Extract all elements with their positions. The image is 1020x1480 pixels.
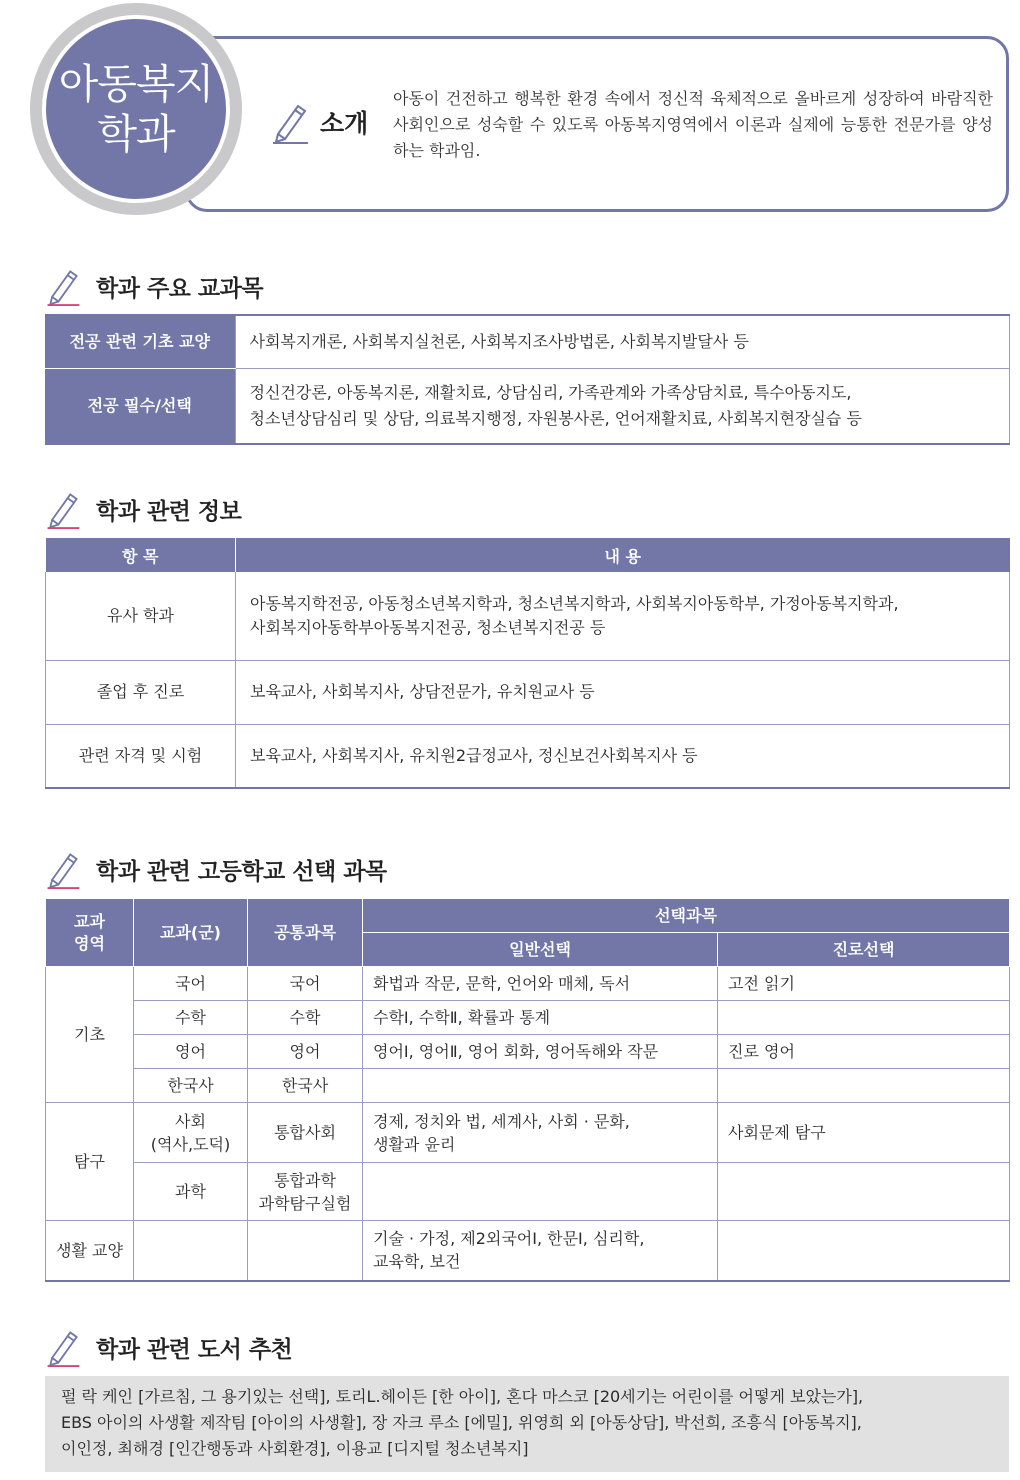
general-cell: 수학Ⅰ, 수학Ⅱ, 확률과 통계 [363,1001,718,1035]
general-cell [363,1163,718,1221]
header-elective: 선택과목 [363,899,1010,933]
common-cell: 수학 [248,1001,363,1035]
general-cell [363,1069,718,1103]
pencil-icon [44,489,82,529]
group-cell: 국어 [134,967,248,1001]
row-label: 전공 관련 기초 교양 [45,315,235,368]
group-cell: 한국사 [134,1069,248,1103]
header-general: 일반선택 [363,933,718,967]
general-line: 생활과 윤리 [373,1134,456,1154]
value-line: 청소년상담심리 및 상담, 의료복지행정, 자원봉사론, 언어재활치료, 사회복지현장실습 등 [249,408,862,428]
general-line: 교육학, 보건 [373,1252,461,1272]
group-line: (역사,도덕) [150,1134,231,1154]
career-cell [718,1001,1010,1035]
row-value [235,368,1009,444]
common-cell [248,1163,363,1221]
career-cell: 사회문제 탐구 [718,1103,1010,1163]
area-cell: 탐구 [46,1103,134,1221]
common-line: 통합과학 [274,1170,336,1190]
general-line: 기술 · 가정, 제2외국어Ⅰ, 한문Ⅰ, 심리학, [373,1229,645,1249]
highschool-table [45,898,1010,1282]
column-header-item: 항 목 [46,538,236,572]
pencil-icon [44,849,82,889]
info-item: 관련 자격 및 시험 [46,724,236,788]
header-area-line: 교과 [74,911,105,931]
common-line: 과학탐구실험 [258,1193,352,1213]
group-cell [134,1221,248,1281]
book-line: 이인정, 최해경 [인간행동과 사회환경], 이용교 [디지털 청소년복지] [61,1439,529,1458]
common-cell: 영어 [248,1035,363,1069]
value-line: 아동복지학전공, 아동청소년복지학과, 청소년복지학과, 사회복지아동학부, 가정아동복지학과, [250,593,899,613]
badge-line-1: 아동복지 [58,60,214,108]
header-group: 교과(군) [134,899,248,967]
table-row [45,368,1009,444]
area-cell: 생활 교양 [46,1221,134,1281]
common-cell [248,1221,363,1281]
info-value: 보육교사, 사회복지사, 유치원2급정교사, 정신보건사회복지사 등 [236,724,1010,788]
column-header-content: 내 용 [236,538,1010,572]
info-heading [44,489,241,529]
intro-label-text: 소개 [320,109,369,138]
common-cell: 국어 [248,967,363,1001]
career-cell: 진로 영어 [718,1035,1010,1069]
intro-label [270,100,368,144]
table-row [46,660,1010,724]
general-cell: 영어Ⅰ, 영어Ⅱ, 영어 회화, 영어독해와 작문 [363,1035,718,1069]
group-cell: 수학 [134,1001,248,1035]
group-cell [134,1103,248,1163]
table-row [46,572,1010,660]
group-cell: 과학 [134,1163,248,1221]
table-row [46,1221,1010,1281]
table-row [46,1001,1010,1035]
book-line: EBS 아이의 사생활 제작팀 [아이의 사생활], 장 자크 루소 [에밀], 위영희 외 [아동상담], 박선희, 조흥식 [아동복지], [61,1413,862,1432]
table-row [46,1035,1010,1069]
header-common: 공통과목 [248,899,363,967]
common-cell: 한국사 [248,1069,363,1103]
value-line: 정신건강론, 아동복지론, 재활치료, 상담심리, 가족관계와 가족상담치료, 특수아동지도, [249,382,852,402]
book-line: 펄 락 케인 [가르침, 그 용기있는 선택], 토리L.헤이든 [한 아이], 혼다 마스코 [20세기는 어린이를 어떻게 보았는가], [61,1387,864,1406]
courses-table [45,314,1010,445]
general-cell: 화법과 작문, 문학, 언어와 매체, 독서 [363,967,718,1001]
header-career: 진로선택 [718,933,1010,967]
header-area-line: 영역 [74,933,105,953]
books-title: 학과 관련 도서 추천 [96,1336,293,1363]
career-cell [718,1163,1010,1221]
info-value [236,572,1010,660]
table-row [46,967,1010,1001]
table-row [45,315,1009,368]
table-row [46,1069,1010,1103]
pencil-icon [44,1327,82,1367]
value-line: 사회복지아동학부아동복지전공, 청소년복지전공 등 [250,617,606,637]
general-cell [363,1221,718,1281]
general-line: 경제, 정치와 법, 세계사, 사회 · 문화, [373,1111,630,1131]
department-badge [42,15,230,203]
info-title: 학과 관련 정보 [96,498,242,525]
books-heading [44,1327,292,1367]
row-label: 전공 필수/선택 [45,368,235,444]
intro-text: 아동이 건전하고 행복한 환경 속에서 정신적 육체적으로 올바르게 성장하여 바람직한 사회인으로 성숙할 수 있도록 아동복지영역에서 이론과 실제에 능통한 전문가를 양성하는 학과임. [393,89,993,160]
group-cell: 영어 [134,1035,248,1069]
table-row [46,1163,1010,1221]
area-cell: 기초 [46,967,134,1103]
pencil-icon [44,266,82,306]
table-row [46,724,1010,788]
table-header-row [46,899,1010,933]
books-box [45,1376,1009,1472]
info-value: 보육교사, 사회복지사, 상담전문가, 유치원교사 등 [236,660,1010,724]
info-item: 졸업 후 진로 [46,660,236,724]
row-value: 사회복지개론, 사회복지실천론, 사회복지조사방법론, 사회복지발달사 등 [235,315,1009,368]
highschool-title: 학과 관련 고등학교 선택 과목 [96,858,387,885]
general-cell [363,1103,718,1163]
courses-heading [44,266,263,306]
info-table [45,538,1010,789]
courses-title: 학과 주요 교과목 [96,275,264,302]
table-row [46,1103,1010,1163]
header-area [46,899,134,967]
career-cell [718,1221,1010,1281]
career-cell: 고전 읽기 [718,967,1010,1001]
common-cell: 통합사회 [248,1103,363,1163]
highschool-heading [44,849,387,889]
badge-line-2: 학과 [97,110,175,158]
career-cell [718,1069,1010,1103]
group-line: 사회 [175,1111,206,1131]
table-header-row [46,538,1010,572]
pencil-icon [270,100,310,144]
info-item: 유사 학과 [46,572,236,660]
